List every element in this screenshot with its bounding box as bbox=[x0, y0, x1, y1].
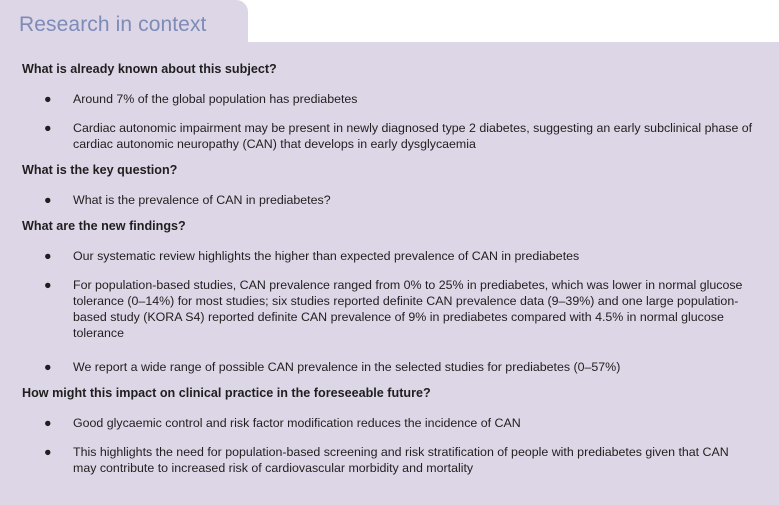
bullet-icon: ● bbox=[44, 445, 52, 459]
bullet-icon: ● bbox=[44, 360, 52, 374]
bullet-icon: ● bbox=[44, 121, 52, 135]
bullet-icon: ● bbox=[44, 249, 52, 263]
section-heading-key-question: What is the key question? bbox=[22, 163, 178, 177]
bullet-icon: ● bbox=[44, 278, 52, 292]
section-heading-new-findings: What are the new findings? bbox=[22, 219, 186, 233]
bullet-icon: ● bbox=[44, 193, 52, 207]
list-item-text: This highlights the need for population-based screening and risk stratification of people with prediabetes given that CAN may contribute to increased risk of cardiovascular morbidity and mortality bbox=[73, 445, 729, 475]
list-item-text: For population-based studies, CAN prevalence ranged from 0% to 25% in prediabetes, which was lower in normal glucose tolerance (0–14%) for most studies; six studies reported definite CAN prevalence data (9–39%) and one large population-based study (KORA S4) reported definite CAN prevalence of 9% in prediabetes compared with 4.5% in normal glucose tolerance bbox=[73, 278, 743, 340]
box-title-tab bbox=[0, 0, 248, 42]
list-item-text: Our systematic review highlights the higher than expected prevalence of CAN in prediabetes bbox=[73, 249, 580, 263]
bullet-icon: ● bbox=[44, 92, 52, 106]
section-heading-known: What is already known about this subject? bbox=[22, 62, 277, 76]
research-in-context-panel bbox=[0, 42, 779, 505]
list-item-text: Cardiac autonomic impairment may be present in newly diagnosed type 2 diabetes, suggesting an early subclinical phase of cardiac autonomic neuropathy (CAN) that develops in early dysglycaemia bbox=[73, 121, 753, 151]
list-item-text: Good glycaemic control and risk factor modification reduces the incidence of CAN bbox=[73, 416, 521, 430]
list-item-text: Around 7% of the global population has prediabetes bbox=[73, 92, 358, 106]
box-title: Research in context bbox=[19, 13, 207, 36]
bullet-icon: ● bbox=[44, 416, 52, 430]
list-item-text: What is the prevalence of CAN in prediabetes? bbox=[73, 193, 331, 207]
section-heading-clinical-impact: How might this impact on clinical practice in the foreseeable future? bbox=[22, 386, 431, 400]
list-item-text: We report a wide range of possible CAN prevalence in the selected studies for prediabetes (0–57%) bbox=[73, 360, 621, 374]
